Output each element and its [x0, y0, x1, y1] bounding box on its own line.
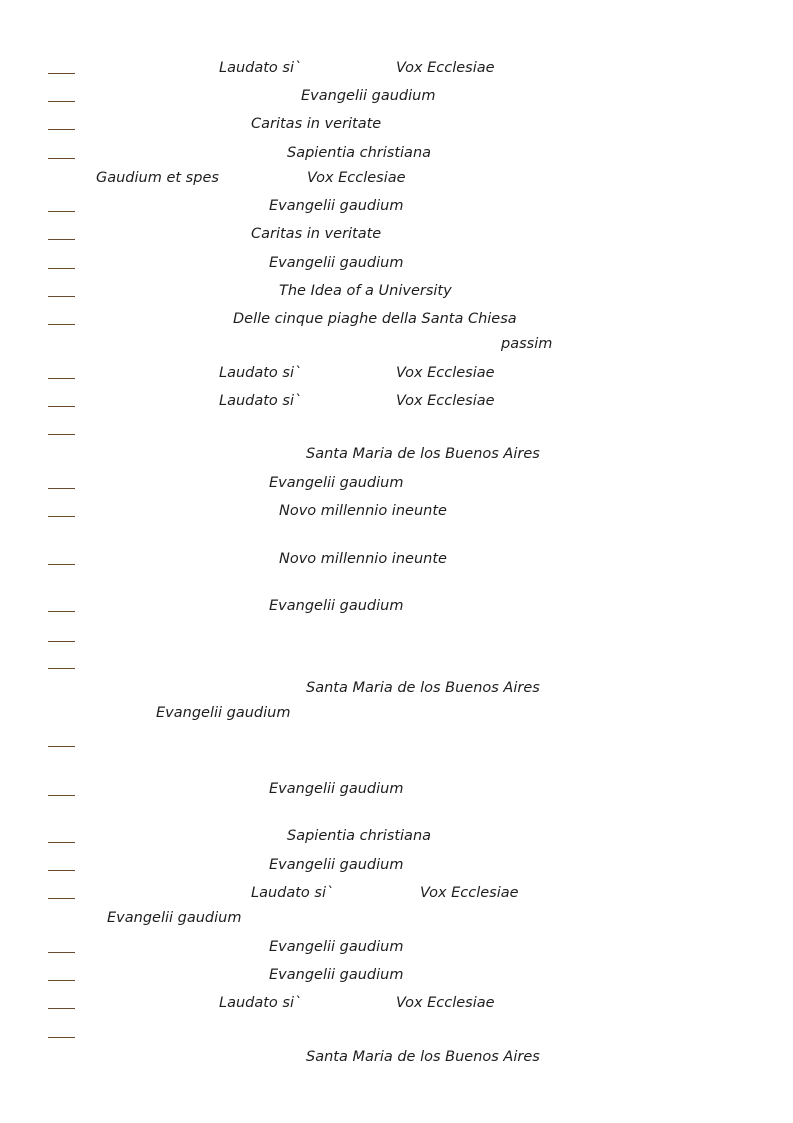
blank-line [48, 324, 75, 325]
citation-title: Novo millennio ineunte [279, 551, 447, 567]
blank-line [48, 564, 75, 565]
citation-title: Evangelii gaudium [269, 857, 404, 873]
citation-title: Evangelii gaudium [269, 475, 404, 491]
citation-title: Evangelii gaudium [156, 705, 291, 721]
citation-title: Sapientia christiana [287, 828, 432, 844]
citation-title: Vox Ecclesiae [396, 365, 495, 381]
blank-line [48, 898, 75, 899]
citation-title: The Idea of a University [279, 283, 452, 299]
blank-line [48, 842, 75, 843]
blank-line [48, 211, 75, 212]
citation-title: Vox Ecclesiae [396, 393, 495, 409]
citation-title: Caritas in veritate [251, 116, 382, 132]
citation-title: Evangelii gaudium [269, 198, 404, 214]
citation-title: Vox Ecclesiae [396, 995, 495, 1011]
blank-line [48, 434, 75, 435]
blank-line [48, 488, 75, 489]
citation-title: Delle cinque piaghe della Santa Chiesa [233, 311, 517, 327]
citation-title: Vox Ecclesiae [396, 60, 495, 76]
citation-title: Novo millennio ineunte [279, 503, 447, 519]
blank-line [48, 952, 75, 953]
blank-line [48, 158, 75, 159]
citation-title: Santa Maria de los Buenos Aires [306, 680, 540, 696]
blank-line [48, 296, 75, 297]
citation-title: Gaudium et spes [96, 170, 219, 186]
citation-title: Evangelii gaudium [269, 967, 404, 983]
blank-line [48, 101, 75, 102]
blank-line [48, 516, 75, 517]
citation-title: Vox Ecclesiae [420, 885, 519, 901]
blank-line [48, 1008, 75, 1009]
blank-line [48, 980, 75, 981]
blank-line [48, 239, 75, 240]
blank-line [48, 611, 75, 612]
citation-title: Vox Ecclesiae [307, 170, 406, 186]
citation-title: Evangelii gaudium [269, 598, 404, 614]
blank-line [48, 746, 75, 747]
citation-title: Santa Maria de los Buenos Aires [306, 446, 540, 462]
blank-line [48, 668, 75, 669]
blank-line [48, 73, 75, 74]
blank-line [48, 870, 75, 871]
citation-title: Caritas in veritate [251, 226, 382, 242]
blank-line [48, 406, 75, 407]
blank-line [48, 378, 75, 379]
blank-line [48, 795, 75, 796]
citation-title: Laudato si` [251, 885, 334, 901]
citation-title: Evangelii gaudium [301, 88, 436, 104]
blank-line [48, 268, 75, 269]
citation-title: Laudato si` [219, 60, 302, 76]
citation-title: Evangelii gaudium [269, 255, 404, 271]
citation-title: Laudato si` [219, 365, 302, 381]
blank-line [48, 129, 75, 130]
citation-title: Evangelii gaudium [269, 939, 404, 955]
citation-title: Santa Maria de los Buenos Aires [306, 1049, 540, 1065]
citation-title: Evangelii gaudium [107, 910, 242, 926]
blank-line [48, 641, 75, 642]
citation-title: Laudato si` [219, 393, 302, 409]
citation-title: Evangelii gaudium [269, 781, 404, 797]
blank-line [48, 1037, 75, 1038]
citation-title: Sapientia christiana [287, 145, 432, 161]
citation-title: Laudato si` [219, 995, 302, 1011]
citation-title: passim [501, 336, 553, 352]
